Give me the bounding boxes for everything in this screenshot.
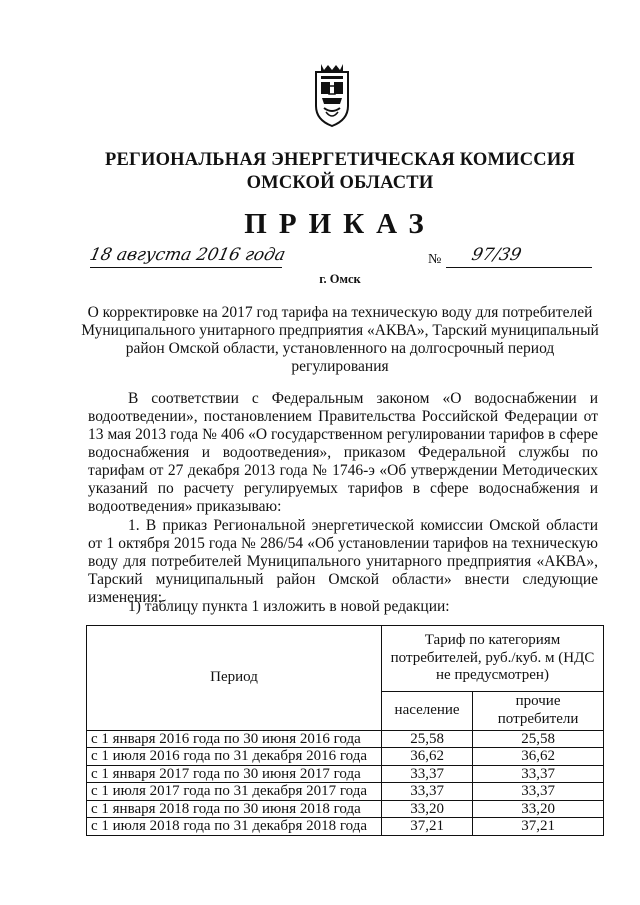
handwritten-number: 97/39: [469, 245, 524, 265]
row-population-cell: 37,21: [382, 818, 473, 836]
row-population-cell: 33,37: [382, 765, 473, 783]
row-population-cell: 36,62: [382, 748, 473, 766]
body-paragraph-2: 1. В приказ Региональной энергетической комиссии Омской области от 1 октября 2015 года № 286/54 «Об установлении тарифов на техническую воду для потребителей Муниципального унитарного предприятия «АКВА», Тарский муниципальный район Омской области» внести следующие изменения:: [88, 517, 598, 606]
organization-name: РЕГИОНАЛЬНАЯ ЭНЕРГЕТИЧЕСКАЯ КОМИССИЯ: [104, 150, 575, 170]
row-population-cell: 33,37: [382, 783, 473, 801]
tariff-table: [86, 625, 604, 836]
row-other-cell: 33,37: [473, 783, 604, 801]
number-underline: [446, 267, 592, 268]
body-paragraph-1: В соответствии с Федеральным законом «О водоснабжении и водоотведении», постановлением Правительства Российской Федерации от 13 мая 2013 года № 406 «О государственном регулировании тарифов в сфере водоснабжения и водоотведения», приказом Федеральной службы по тарифам от 27 декабря 2013 года № 1746-э «Об утверждении Методических указаний по расчету регулируемых тарифов в сфере водоснабжения и водоотведения» приказываю:: [88, 390, 598, 515]
number-label: №: [428, 252, 442, 267]
row-period-cell: с 1 июля 2018 года по 31 декабря 2018 года: [87, 818, 382, 836]
organization-region: ОМСКОЙ ОБЛАСТИ: [246, 173, 434, 193]
row-period-cell: с 1 января 2018 года по 30 июня 2018 года: [87, 800, 382, 818]
table-row: [87, 765, 604, 783]
table-row: [87, 800, 604, 818]
row-other-cell: 36,62: [473, 748, 604, 766]
row-period-cell: с 1 января 2017 года по 30 июня 2017 года: [87, 765, 382, 783]
table-row: [87, 818, 604, 836]
row-other-cell: 25,58: [473, 730, 604, 748]
document-subject: О корректировке на 2017 год тарифа на техническую воду для потребителей Муниципального унитарного предприятия «АКВА», Тарский муниципальный район Омской области, установленного на долгосрочный период регулирования: [81, 304, 599, 375]
table-row: [87, 783, 604, 801]
header-other-consumers: прочие потребители: [473, 691, 604, 730]
row-population-cell: 33,20: [382, 800, 473, 818]
body-paragraph-3: 1) таблицу пункта 1 изложить в новой редакции:: [128, 598, 450, 615]
header-period: Период: [87, 626, 382, 731]
table-row: [87, 730, 604, 748]
date-underline: [90, 267, 282, 268]
table-row: [87, 748, 604, 766]
row-other-cell: 37,21: [473, 818, 604, 836]
document-type-title: ПРИКАЗ: [244, 208, 436, 240]
city-label: г. Омск: [319, 272, 361, 286]
row-population-cell: 25,58: [382, 730, 473, 748]
coat-of-arms-icon: [310, 62, 354, 128]
row-period-cell: с 1 января 2016 года по 30 июня 2016 года: [87, 730, 382, 748]
handwritten-date: 18 августа 2016 года: [87, 245, 288, 265]
row-period-cell: с 1 июля 2017 года по 31 декабря 2017 года: [87, 783, 382, 801]
row-period-cell: с 1 июля 2016 года по 31 декабря 2016 года: [87, 748, 382, 766]
row-other-cell: 33,37: [473, 765, 604, 783]
row-other-cell: 33,20: [473, 800, 604, 818]
header-tariff: Тариф по категориям потребителей, руб./куб. м (НДС не предусмотрен): [382, 626, 604, 692]
table-header-row: [87, 626, 604, 692]
header-population: население: [382, 691, 473, 730]
